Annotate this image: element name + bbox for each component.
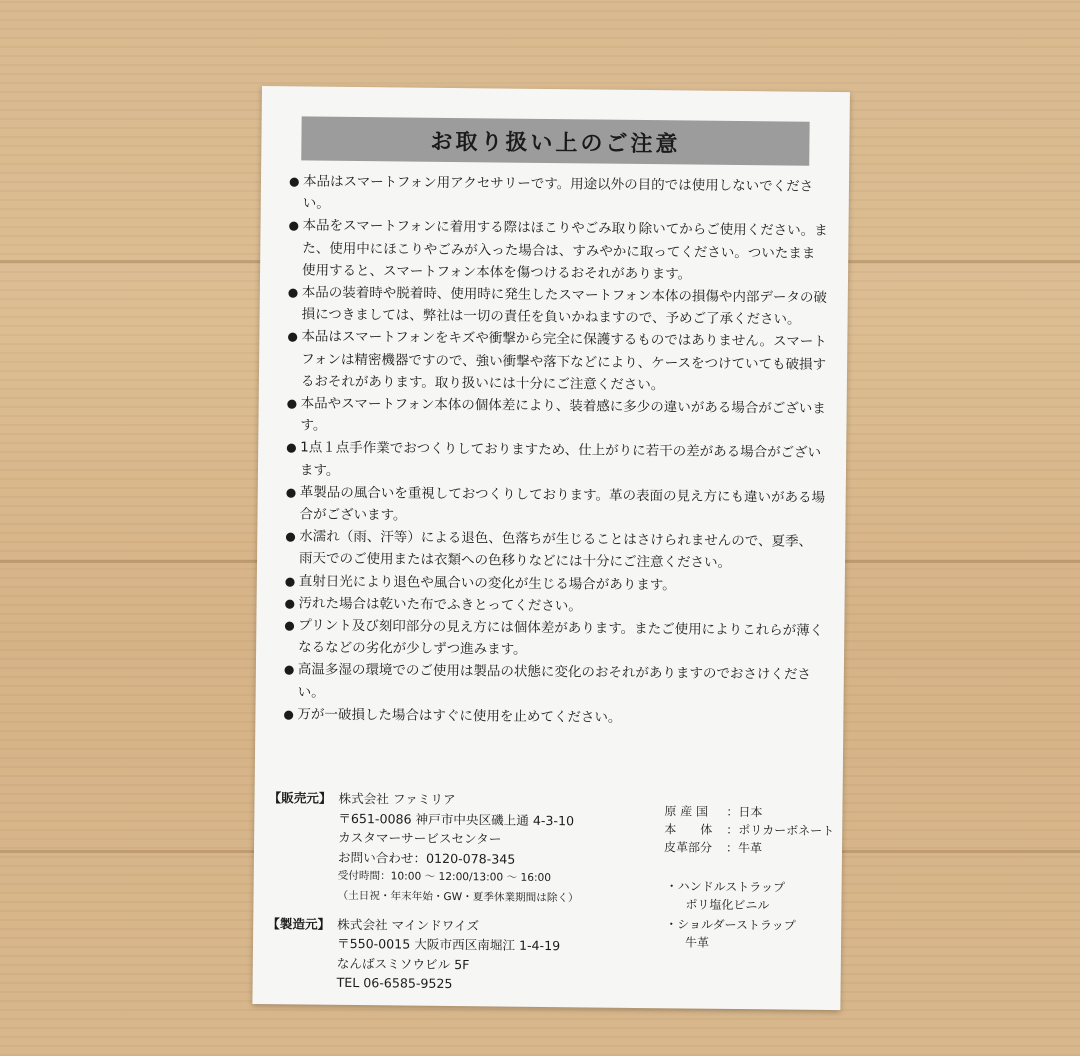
caution-text: 万が一破損した場合はすぐに使用を止めてください。 [297,706,622,726]
caution-text: プリント及び刻印部分の見え方には個体差があります。またご使用によりこれらが薄くなるなどの劣化が少しずつ進みます。 [298,617,824,659]
maker-block [267,914,628,996]
caution-item [286,392,826,442]
company-info [266,788,628,1004]
bullet-icon: ● [286,396,298,411]
strap-material: ポリ塩化ビニル [685,897,770,913]
caution-item [283,703,823,731]
maker-company: 株式会社 マインドワイズ [337,916,480,933]
spec-value: 牛革 [737,841,763,856]
spec-separator: ： [726,804,739,820]
caution-text: 本品はスマートフォンをキズや衝撃から完全に保護するものではありません。スマートフォンは精密機器ですので、強い衝撃や落下などにより、ケースをつけていても破損するおそれがあります。取り扱いには十分にご注意ください。 [300,328,827,394]
caution-item [285,526,825,576]
bullet-icon: ● [284,596,296,611]
bullet-icon: ● [287,329,298,344]
caution-item [285,481,825,531]
caution-list [283,170,829,731]
seller-role: 【販売元】 [268,790,332,806]
seller-block [267,788,628,909]
instruction-sheet [252,86,850,1010]
bullet-icon: ● [287,285,299,300]
seller-dept: カスタマーサービスセンター [338,830,502,847]
caution-text: 革製品の風合いを重視しておつくりしております。革の表面の見え方にも違いがある場合がございます。 [299,484,826,524]
bullet-icon: ● [285,529,296,544]
caution-text: 1点１点手作業でおつくりしておりますため、仕上がりに若干の差がある場合がございます。 [299,439,822,479]
caution-item [286,437,826,487]
bullet-icon: ● [284,573,296,589]
maker-tel: TEL 06-6585-9525 [336,975,453,992]
caution-item [288,215,829,287]
bullet-icon: ● [283,707,294,722]
spec-separator: ： [726,822,739,838]
seller-hours: 受付時間：10:00 ～ 12:00/13:00 ～ 16:00 [337,870,552,885]
bullet-icon: ● [284,618,295,633]
caution-text: 本品はスマートフォン用アクセサリーです。用途以外の目的では使用しないでください。 [302,173,814,212]
seller-closed: （土日祝・年末年始・GW・夏季休業期間は除く） [337,889,579,905]
spec-row [664,802,834,822]
bullet-icon: ● [288,218,300,233]
bullet-icon: ● [288,174,300,189]
caution-text: 本品の装着時や脱着時、使用時に発生したスマートフォン本体の損傷や内部データの破損につきましては、弊社は一切の責任を負いかねますので、予めご了承ください。 [301,284,828,328]
bullet-icon: ● [285,485,297,500]
seller-address: 〒651-0086 神戸市中央区磯上通 4-3-10 [338,810,575,828]
caution-text: 本品やスマートフォン本体の個体差により、装着感に多少の違いがある場合がございます。 [300,395,826,434]
caution-text: 汚れた場合は乾いた布でふきとってください。 [298,595,582,615]
seller-company: 株式会社 ファミリア [338,790,456,808]
strap-name: ・ハンドルストラップ [665,879,786,895]
bullet-icon: ● [286,440,297,455]
bullet-icon: ● [283,662,295,677]
caution-item [287,326,828,398]
strap-material: 牛革 [684,935,710,950]
maker-address: 〒550-0015 大阪市西区南堀江 1-4-19 [336,935,561,954]
spec-row [664,838,834,858]
caution-text: 水濡れ（雨、汗等）による退色、色落ちが生じることはさけられませんので、夏季、雨天でのご使用または衣類への色移りなどには十分にご注意ください。 [298,528,813,572]
caution-text: 高温多湿の環境でのご使用は製品の状態に変化のおそれがありますのでおさけください。 [297,661,811,701]
strap-name: ・ショルダーストラップ [665,917,796,933]
strap-list [665,877,836,955]
caution-text: 本品をスマートフォンに着用する際はほこりやごみ取り除いてからご使用ください。また、使用中にほこりやごみが入った場合は、すみやかに取ってください。ついたまま使用すると、スマートフォン本体を傷つけるおそれがあります。 [301,217,828,283]
spec-label: 本 体 [664,822,713,837]
spec-label: 原 産 国 [664,804,709,819]
strap-item [665,915,835,953]
sheet-title: お取り扱い上のご注意 [301,116,809,165]
seller-contact: お問い合わせ：0120-078-345 [337,849,516,867]
strap-item [665,877,835,915]
spec-label: 皮革部分 [663,840,713,855]
caution-text: 直射日光により退色や風合いの変化が生じる場合があります。 [298,573,676,594]
caution-item [284,659,824,709]
maker-role: 【製造元】 [267,915,331,932]
maker-building: なんばスミソウビル 5F [336,955,470,972]
product-specs [664,802,835,858]
spec-value: ポリカーボネート [738,823,835,839]
caution-item [284,614,824,664]
caution-item [289,170,829,220]
spec-separator: ： [725,840,739,856]
spec-value: 日本 [738,805,763,820]
spec-row [664,820,834,840]
caution-item [287,281,827,331]
